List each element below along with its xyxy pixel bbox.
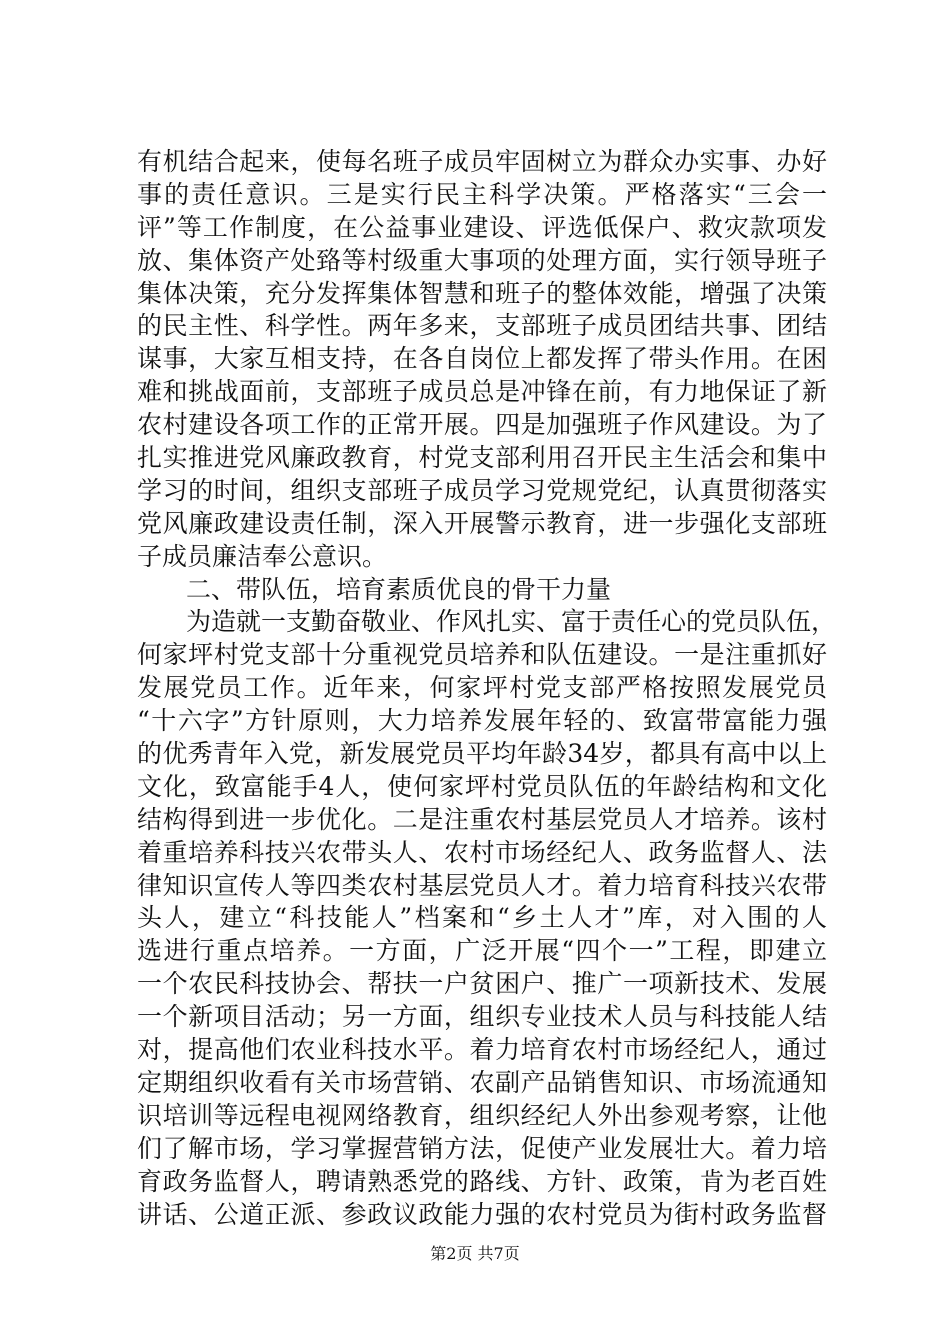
text-line: 的优秀青年入党，新发展党员平均年龄34岁，都具有高中以上 — [137, 739, 827, 769]
text-line: 农村建设各项工作的正常开展。四是加强班子作风建设。为了 — [137, 410, 827, 440]
text-line: 对，提高他们农业科技水平。着力培育农村市场经纪人，通过 — [137, 1035, 827, 1065]
section-heading: 二、带队伍，培育素质优良的骨干力量 — [186, 574, 612, 604]
text-line: 结构得到进一步优化。二是注重农村基层党员人才培养。该村 — [137, 804, 827, 834]
text-line: 党风廉政建设责任制，深入开展警示教育，进一步强化支部班 — [137, 508, 827, 538]
text-line: 发展党员工作。近年来，何家坪村党支部严格按照发展党员 — [137, 673, 827, 703]
text-line: 有机结合起来，使每名班子成员牢固树立为群众办实事、办好 — [137, 147, 827, 176]
text-line: 学习的时间，组织支部班子成员学习党规党纪，认真贯彻落实 — [137, 475, 827, 505]
text-line: 选进行重点培养。一方面，广泛开展“四个一”工程，即建立 — [137, 936, 827, 966]
text-line: 育政务监督人，聘请熟悉党的路线、方针、政策，肯为老百姓 — [137, 1166, 827, 1196]
text-line: 子成员廉洁奉公意识。 — [137, 541, 388, 571]
text-line: 识培训等远程电视网络教育，组织经纪人外出参观考察，让他 — [137, 1100, 827, 1130]
text-line: 为造就一支勤奋敬业、作风扎实、富于责任心的党员队伍， — [186, 607, 837, 637]
text-line: 定期组织收看有关市场营销、农副产品销售知识、市场流通知 — [137, 1067, 827, 1097]
text-line: 着重培养科技兴农带头人、农村市场经纪人、政务监督人、法 — [137, 837, 827, 867]
page-footer — [0, 1244, 950, 1264]
text-line: 评”等工作制度，在公益事业建设、评选低保户、救灾款项发 — [137, 212, 827, 242]
text-line: 的民主性、科学性。两年多来，支部班子成员团结共事、团结 — [137, 311, 827, 341]
text-line: 头人，建立“科技能人”档案和“乡土人才”库，对入围的人 — [137, 903, 827, 933]
text-line: 谋事，大家互相支持，在各自岗位上都发挥了带头作用。在困 — [137, 344, 827, 374]
text-line: 一个农民科技协会、帮扶一户贫困户、推广一项新技术、发展 — [137, 969, 827, 999]
text-line: 难和挑战面前，支部班子成员总是冲锋在前，有力地保证了新 — [137, 377, 827, 407]
text-line: 扎实推进党风廉政教育，村党支部利用召开民主生活会和集中 — [137, 443, 827, 473]
text-line: 律知识宣传人等四类农村基层党员人才。着力培育科技兴农带 — [137, 870, 827, 900]
text-line: 何家坪村党支部十分重视党员培养和队伍建设。一是注重抓好 — [137, 640, 827, 670]
text-line: 们了解市场，学习掌握营销方法，促使产业发展壮大。着力培 — [137, 1133, 827, 1163]
text-line: 文化，致富能手4人，使何家坪村党员队伍的年龄结构和文化 — [137, 771, 827, 801]
page-number-label: 第2页 共7页 — [430, 1244, 520, 1263]
document-body — [137, 146, 837, 1231]
text-line: 讲话、公道正派、参政议政能力强的农村党员为街村政务监督 — [137, 1199, 827, 1229]
text-line: 事的责任意识。三是实行民主科学决策。严格落实“三会一 — [137, 179, 827, 209]
text-line: 集体决策，充分发挥集体智慧和班子的整体效能，增强了决策 — [137, 278, 827, 308]
text-line: 一个新项目活动；另一方面，组织专业技术人员与科技能人结 — [137, 1002, 827, 1032]
text-line: 放、集体资产处臵等村级重大事项的处理方面，实行领导班子 — [137, 245, 827, 275]
text-line: “十六字”方针原则，大力培养发展年轻的、致富带富能力强 — [137, 706, 827, 736]
